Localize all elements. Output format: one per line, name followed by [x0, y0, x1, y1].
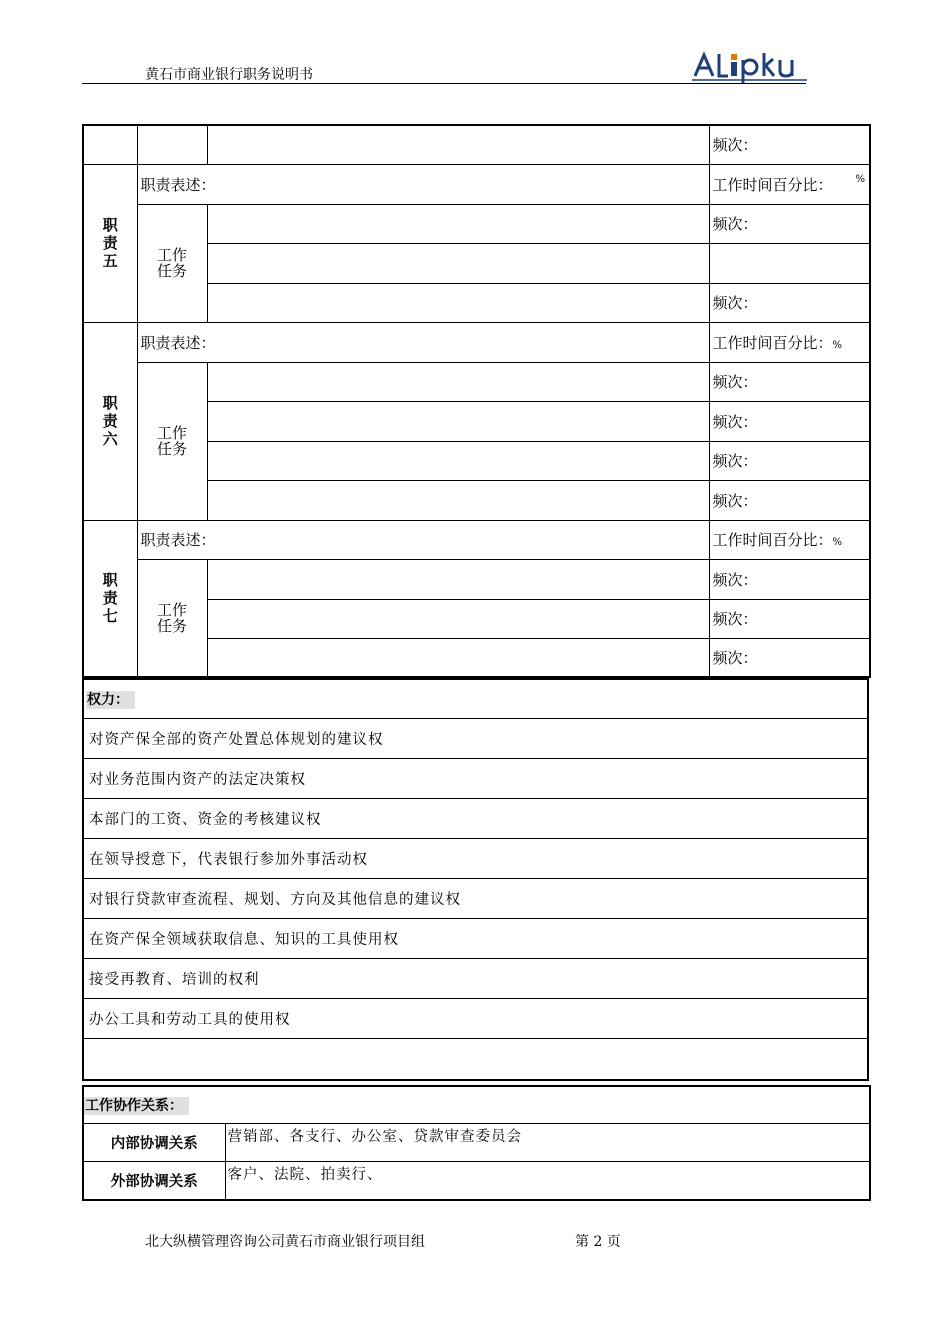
table-row [83, 919, 868, 959]
time-percentage-cell [709, 164, 870, 204]
document-title: 黄石市商业银行职务说明书 [145, 67, 313, 83]
time-percentage-label: 工作时间百分比： [712, 531, 833, 549]
power-item: 在领导授意下，代表银行参加外事活动权 [83, 839, 868, 879]
frequency-cell: 频次： [709, 599, 870, 638]
footer-page-number: 第 2 页 [575, 1234, 621, 1250]
duty-six-label [83, 322, 137, 520]
internal-relations-value: 营销部、各支行、办公室、贷款审查委员会 [225, 1124, 870, 1162]
percent-sign: % [855, 173, 865, 185]
frequency-cell: 频次： [709, 441, 870, 480]
task-label-cell [137, 125, 207, 164]
frequency-cell-empty [709, 243, 870, 283]
power-item: 本部门的工资、资金的考核建议权 [83, 799, 868, 839]
task-content-cell [207, 480, 709, 520]
powers-section-header [83, 679, 868, 719]
frequency-cell: 频次： [709, 204, 870, 243]
task-content-cell [207, 638, 709, 677]
task-label-line1: 工作 [156, 424, 187, 442]
time-percentage-label: 工作时间百分比： [712, 175, 833, 194]
task-label-line1: 工作 [156, 246, 187, 264]
table-row [83, 1162, 870, 1200]
table-row [83, 679, 868, 719]
power-item-empty [83, 1039, 868, 1081]
frequency-cell: 频次： [709, 283, 870, 322]
table-row [83, 1039, 868, 1081]
task-content-cell [207, 204, 709, 243]
table-row [83, 204, 870, 243]
powers-table [82, 678, 869, 1081]
internal-relations-label: 内部协调关系 [83, 1124, 225, 1162]
duty-seven-text: 职 责 七 [102, 571, 118, 626]
duty-five-text: 职 责 五 [102, 216, 118, 270]
table-row [83, 1124, 870, 1162]
table-row [83, 879, 868, 919]
task-label-line1: 工作 [156, 600, 187, 619]
time-percentage-label: 工作时间百分比： [712, 333, 833, 352]
frequency-cell: 频次： [709, 638, 870, 677]
work-task-label [137, 559, 207, 677]
table-row [83, 520, 870, 559]
external-relations-value: 客户、法院、拍卖行、 [225, 1162, 870, 1200]
power-item: 对业务范围内资产的法定决策权 [83, 759, 868, 799]
table-row [83, 1086, 870, 1124]
frequency-cell: 频次： [709, 125, 870, 164]
task-label-line2: 任务 [156, 262, 187, 280]
task-content-cell [207, 243, 709, 283]
duty-five-label [83, 164, 137, 322]
power-item: 对资产保全部的资产处置总体规划的建议权 [83, 719, 868, 759]
table-row [83, 959, 868, 999]
table-row [83, 559, 870, 599]
task-label-line2: 任务 [156, 440, 187, 458]
external-relations-label: 外部协调关系 [83, 1162, 225, 1200]
power-item: 对银行贷款审查流程、规划、方向及其他信息的建议权 [83, 879, 868, 919]
task-content-cell [207, 362, 709, 401]
time-percentage-cell [709, 322, 870, 362]
footer-company: 北大纵横管理咨询公司黄石市商业银行项目组 [145, 1234, 425, 1250]
duty-six-text: 职 责 六 [102, 394, 118, 448]
powers-title: 权力： [86, 691, 135, 709]
frequency-cell: 频次： [709, 480, 870, 520]
duties-table [82, 124, 871, 678]
task-content-cell [207, 125, 709, 164]
allpku-logo [692, 50, 807, 84]
table-row [83, 362, 870, 401]
duty-description-cell: 职责表述： [137, 520, 709, 559]
frequency-cell: 频次： [709, 401, 870, 441]
task-content-cell [207, 441, 709, 480]
duty-description-cell: 职责表述： [137, 164, 709, 204]
cooperation-table [82, 1085, 871, 1201]
task-content-cell [207, 559, 709, 599]
duty-label-cell [83, 125, 137, 164]
task-label-line2: 任务 [156, 616, 187, 635]
duty-seven-label [83, 520, 137, 677]
table-row [83, 125, 870, 164]
power-item: 接受再教育、培训的权利 [83, 959, 868, 999]
table-row [83, 839, 868, 879]
task-content-cell [207, 599, 709, 638]
cooperation-title: 工作协作关系： [84, 1097, 189, 1115]
table-row [83, 322, 870, 362]
table-row [83, 164, 870, 204]
task-content-cell [207, 401, 709, 441]
percent-sign: % [832, 339, 843, 351]
task-content-cell [207, 283, 709, 322]
power-item: 办公工具和劳动工具的使用权 [83, 999, 868, 1039]
work-task-label [137, 204, 207, 322]
frequency-cell: 频次： [709, 362, 870, 401]
time-percentage-cell [709, 520, 870, 559]
power-item: 在资产保全领域获取信息、知识的工具使用权 [83, 919, 868, 959]
table-row [83, 719, 868, 759]
percent-sign: % [832, 537, 843, 548]
table-row [83, 799, 868, 839]
table-row [83, 759, 868, 799]
table-row [83, 999, 868, 1039]
duty-description-cell: 职责表述： [137, 322, 709, 362]
frequency-cell: 频次： [709, 559, 870, 599]
cooperation-section-header [83, 1086, 870, 1124]
work-task-label [137, 362, 207, 520]
